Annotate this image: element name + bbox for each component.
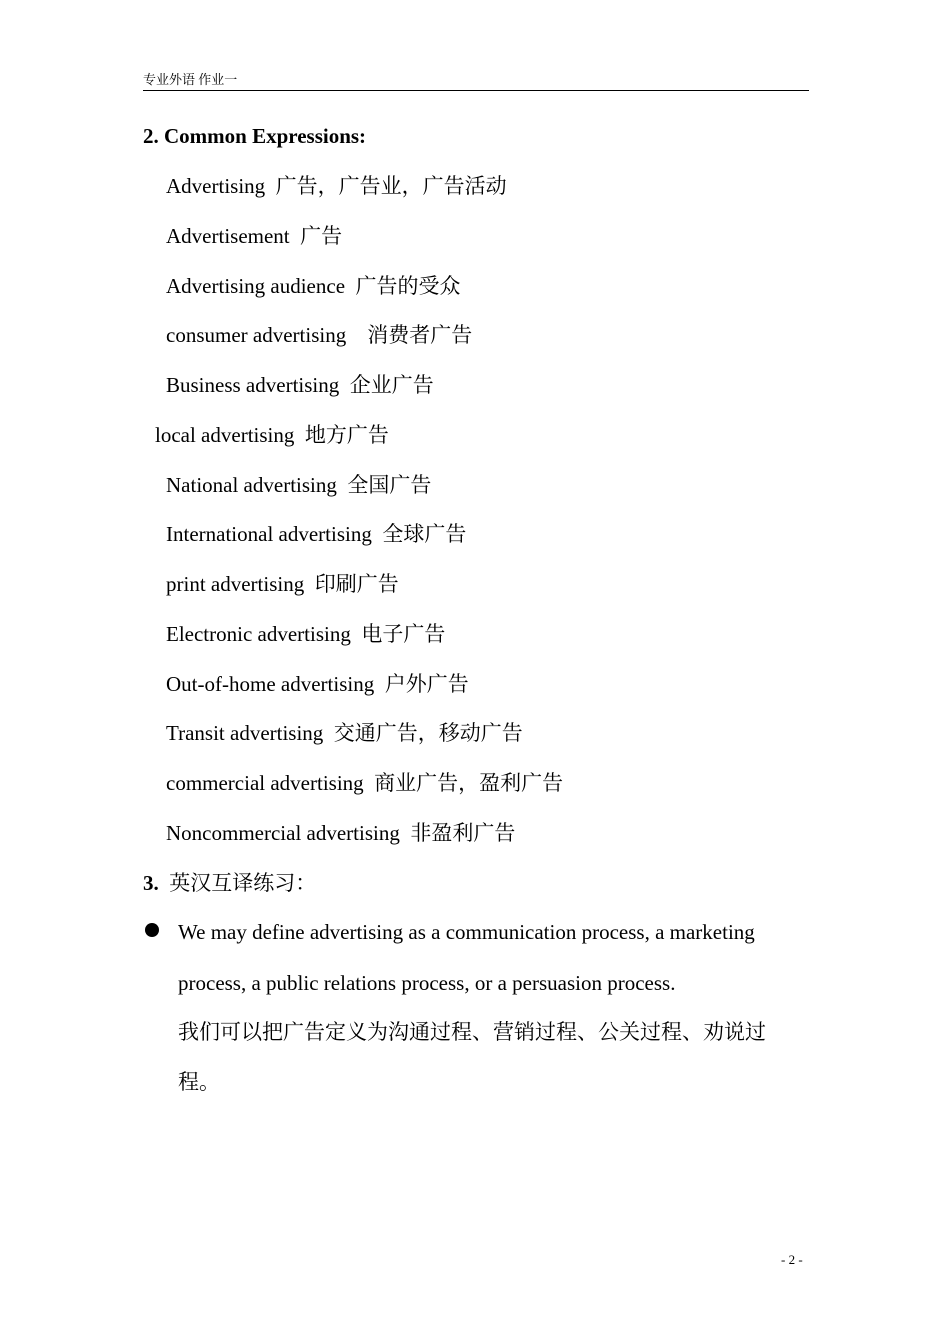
expression-item: print advertising 印刷广告 (166, 572, 399, 596)
section-3-number: 3. (143, 871, 159, 895)
section-3-title: 英汉互译练习： (169, 871, 317, 895)
expression-item: Noncommercial advertising 非盈利广告 (166, 821, 516, 845)
expression-item: local advertising 地方广告 (155, 423, 389, 447)
exercise-chinese-line-1: 我们可以把广告定义为沟通过程、营销过程、公关过程、劝说过 (178, 1020, 766, 1044)
section-3-heading (143, 870, 316, 896)
exercise-english-line-2: process, a public relations process, or a persuasion process. (178, 971, 676, 995)
expression-item: Transit advertising 交通广告，移动广告 (166, 721, 523, 745)
expression-item: Electronic advertising 电子广告 (166, 622, 446, 646)
expression-item: Advertising 广告，广告业，广告活动 (166, 174, 507, 198)
page-number: - 2 - (781, 1252, 803, 1267)
exercise-english-line-1: We may define advertising as a communication process, a marketing (178, 920, 755, 944)
header-text: 专业外语 作业一 (143, 72, 238, 87)
page-header (143, 70, 809, 91)
bullet-icon (145, 923, 159, 937)
expression-item: International advertising 全球广告 (166, 522, 467, 546)
exercise-chinese-line-2: 程。 (178, 1070, 220, 1094)
expression-item: Advertising audience 广告的受众 (166, 274, 461, 298)
expression-item: Advertisement 广告 (166, 224, 343, 248)
expression-item: consumer advertising 消费者广告 (166, 323, 473, 347)
expression-item: National advertising 全国广告 (166, 473, 432, 497)
expression-item: Out-of-home advertising 户外广告 (166, 672, 469, 696)
section-2-title: 2. Common Expressions: (143, 124, 367, 148)
expression-item: commercial advertising 商业广告，盈利广告 (166, 771, 564, 795)
expression-item: Business advertising 企业广告 (166, 373, 434, 397)
